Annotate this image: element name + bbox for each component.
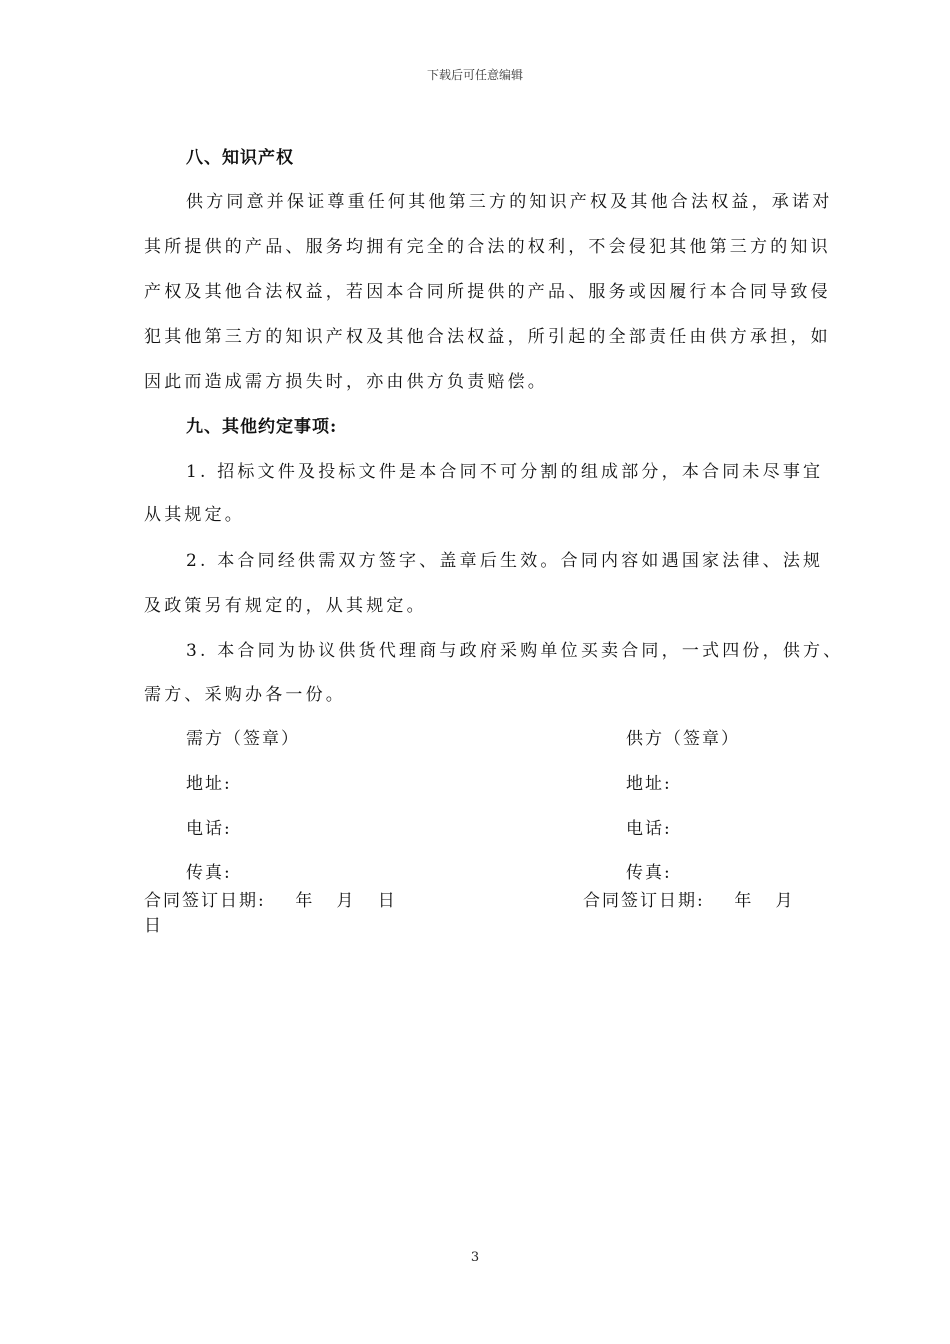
- section-9-heading: 九、其他约定事项:: [186, 417, 338, 437]
- seller-phone-label: 电话:: [626, 819, 672, 839]
- page-number: 3: [470, 1250, 480, 1265]
- clause-2-line: 2. 本合同经供需双方签字、盖章后生效。合同内容如遇国家法律、法规: [186, 551, 824, 571]
- seller-fax-label: 传真:: [626, 863, 672, 883]
- clause-3-line: 3. 本合同为协议供货代理商与政府采购单位买卖合同，一式四份，供方、: [186, 641, 844, 661]
- buyer-address-label: 地址:: [186, 774, 232, 794]
- page-header: 下载后可任意编辑: [426, 68, 523, 82]
- clause-1-line: 从其规定。: [144, 505, 245, 525]
- seller-sign-date-wrap: 日: [144, 916, 163, 936]
- buyer-signature-label: 需方（签章）: [186, 729, 300, 749]
- clause-2-line: 及政策另有规定的，从其规定。: [144, 596, 427, 616]
- section-8-line: 犯其他第三方的知识产权及其他合法权益，所引起的全部责任由供方承担，如: [144, 327, 831, 347]
- clause-1-line: 1. 招标文件及投标文件是本合同不可分割的组成部分，本合同未尽事宜: [186, 462, 824, 482]
- buyer-phone-label: 电话:: [186, 819, 232, 839]
- seller-sign-date: 合同签订日期: 年 月: [583, 891, 795, 911]
- section-8-line: 因此而造成需方损失时，亦由供方负责赔偿。: [144, 372, 548, 392]
- section-8-line: 产权及其他合法权益，若因本合同所提供的产品、服务或因履行本合同导致侵: [144, 282, 831, 302]
- seller-signature-label: 供方（签章）: [626, 729, 740, 749]
- buyer-sign-date: 合同签订日期: 年 月 日: [144, 891, 397, 911]
- section-8-line: 其所提供的产品、服务均拥有完全的合法的权利，不会侵犯其他第三方的知识: [144, 237, 831, 257]
- section-8-line: 供方同意并保证尊重任何其他第三方的知识产权及其他合法权益，承诺对: [186, 192, 833, 212]
- buyer-fax-label: 传真:: [186, 863, 232, 883]
- section-8-heading: 八、知识产权: [186, 148, 294, 168]
- clause-3-line: 需方、采购办各一份。: [144, 685, 346, 705]
- seller-address-label: 地址:: [626, 774, 672, 794]
